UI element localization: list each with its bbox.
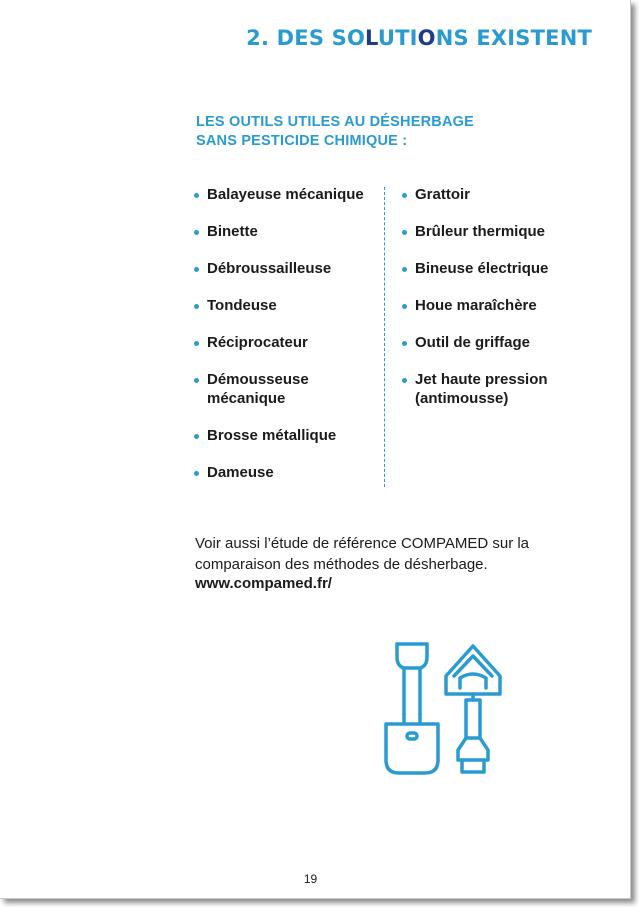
list-item [402, 222, 602, 241]
list-item [194, 296, 376, 315]
tool-list-left [194, 185, 376, 500]
list-item [194, 185, 376, 204]
title-part: UTI [377, 26, 418, 50]
bullet-icon [194, 341, 199, 346]
bullet-icon [194, 267, 199, 272]
list-item-label: Houe maraîchère [415, 297, 537, 314]
bullet-icon [194, 434, 199, 439]
list-item [194, 222, 376, 241]
list-item [194, 370, 376, 408]
title-accent-letter: L [365, 26, 378, 50]
shovel-icon [386, 644, 438, 773]
title-accent-letter: O [417, 26, 436, 50]
column-divider [384, 187, 385, 487]
list-item [194, 463, 376, 482]
list-item-label: Démousseuse mécanique [207, 371, 309, 407]
title-part: NS EXISTENT [435, 26, 592, 50]
bullet-icon [402, 304, 407, 309]
bullet-icon [402, 341, 407, 346]
list-item [194, 426, 376, 445]
list-item-label: Réciprocateur [207, 334, 308, 351]
bullet-icon [194, 378, 199, 383]
bullet-icon [402, 267, 407, 272]
subtitle-line: LES OUTILS UTILES AU DÉSHERBAGE [196, 114, 474, 130]
bullet-icon [402, 378, 407, 383]
list-item-label: Jet haute pression (antimousse) [415, 371, 548, 407]
list-item [402, 185, 602, 204]
page-number: 19 [303, 872, 318, 886]
bullet-icon [194, 193, 199, 198]
weeder-icon [446, 646, 500, 772]
list-item [402, 259, 602, 278]
reference-note: Voir aussi l’étude de référence COMPAMED sur la comparaison des méthodes de désherbage. [195, 535, 530, 573]
shovel-and-weeder-icon [380, 638, 504, 780]
section-subtitle [196, 113, 474, 151]
list-item-label: Binette [207, 223, 258, 240]
list-item [402, 370, 602, 408]
list-item-label: Brosse métallique [207, 427, 337, 444]
list-item [402, 333, 602, 352]
bullet-icon [194, 471, 199, 476]
website-link[interactable]: www.compamed.fr/ [195, 575, 332, 592]
title-part: 2. DES SO [246, 26, 366, 50]
list-item [402, 296, 602, 315]
list-item-label: Bineuse électrique [415, 260, 549, 277]
list-item-label: Dameuse [207, 464, 274, 481]
tool-list-right [402, 185, 602, 426]
list-item-label: Balayeuse mécanique [207, 186, 364, 203]
bullet-icon [402, 193, 407, 198]
list-item [194, 259, 376, 278]
bullet-icon [402, 230, 407, 235]
list-item [194, 333, 376, 352]
list-item-label: Outil de griffage [415, 334, 531, 351]
list-item-label: Brûleur thermique [415, 223, 546, 240]
bullet-icon [194, 304, 199, 309]
section-title [246, 26, 592, 50]
list-item-label: Grattoir [415, 186, 471, 203]
subtitle-line: SANS PESTICIDE CHIMIQUE : [196, 133, 408, 149]
list-item-label: Tondeuse [207, 297, 277, 314]
bullet-icon [194, 230, 199, 235]
list-item-label: Débroussailleuse [207, 260, 332, 277]
